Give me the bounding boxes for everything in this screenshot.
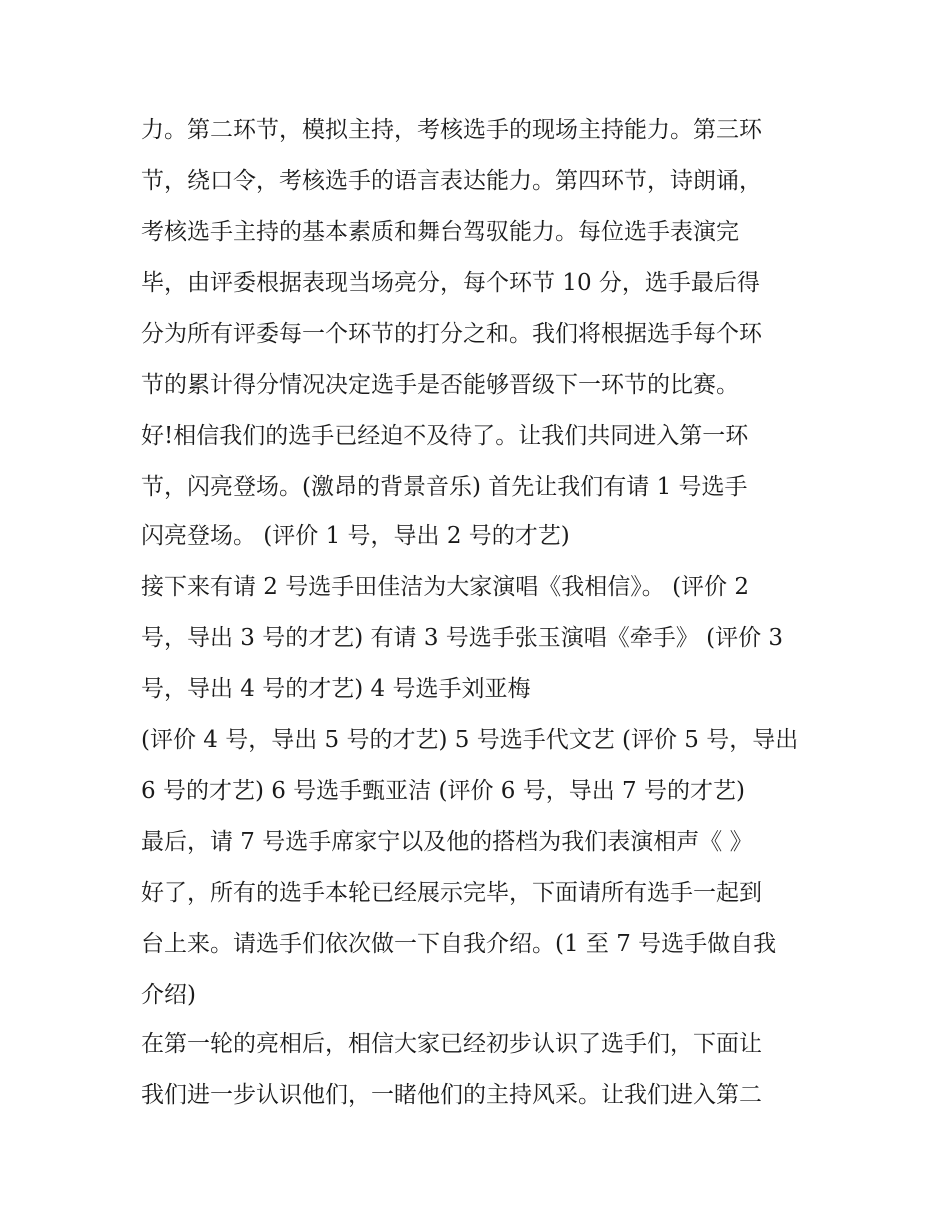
text-line: 节的累计得分情况决定选手是否能够晋级下一环节的比赛。 [141,372,739,398]
text-line: 我们进一步认识他们，一睹他们的主持风采。让我们进入第二 [141,1082,762,1108]
text-line: 节，闪亮登场。(激昂的背景音乐) 首先让我们有请 1 号选手 [141,474,748,500]
text-line: 在第一轮的亮相后，相信大家已经初步认识了选手们，下面让 [141,1031,762,1057]
text-line: 毕，由评委根据表现当场亮分，每个环节 10 分，选手最后得 [141,270,760,296]
text-line: 好了，所有的选手本轮已经展示完毕，下面请所有选手一起到 [141,880,762,906]
text-line: 闪亮登场。 (评价 1 号，导出 2 号的才艺) [141,523,570,549]
text-line: 节，绕口令，考核选手的语言表达能力。第四环节，诗朗诵， [141,168,762,194]
text-line: (评价 4 号，导出 5 号的才艺) 5 号选手代文艺 (评价 5 号，导出 [141,727,799,753]
text-line: 号，导出 4 号的才艺) 4 号选手刘亚梅 [141,676,531,702]
text-line: 考核选手主持的基本素质和舞台驾驭能力。每位选手表演完 [141,219,739,245]
text-line: 号，导出 3 号的才艺) 有请 3 号选手张玉演唱《牵手》 (评价 3 [141,625,784,651]
text-line: 台上来。请选手们依次做一下自我介绍。(1 至 7 号选手做自我 [141,931,777,957]
text-line: 6 号的才艺) 6 号选手甄亚洁 (评价 6 号，导出 7 号的才艺) [141,778,745,804]
text-line: 接下来有请 2 号选手田佳洁为大家演唱《我相信》。 (评价 2 [141,574,749,600]
text-line: 分为所有评委每一个环节的打分之和。我们将根据选手每个环 [141,321,762,347]
text-line: 介绍) [141,982,196,1008]
text-line: 最后，请 7 号选手席家宁以及他的搭档为我们表演相声《 》 [141,829,753,855]
text-line: 力。第二环节，模拟主持，考核选手的现场主持能力。第三环 [141,117,762,143]
text-line: 好!相信我们的选手已经迫不及待了。让我们共同进入第一环 [141,423,749,449]
